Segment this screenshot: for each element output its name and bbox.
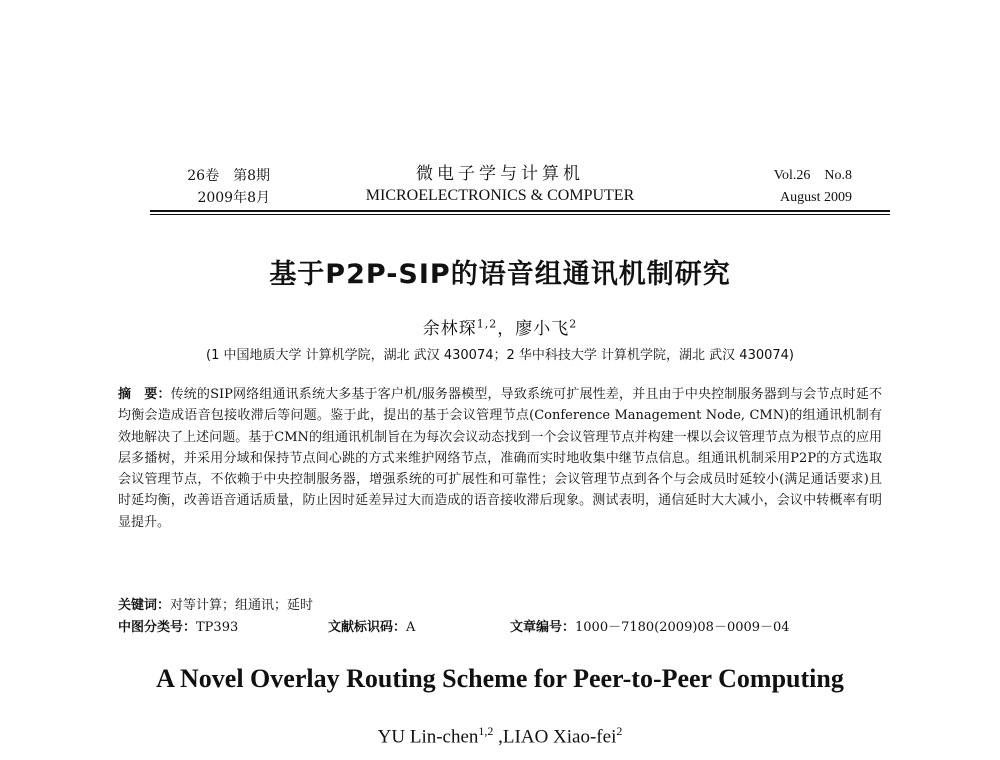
article-number-value: 1000－7180(2009)08－0009－04 [575, 620, 790, 635]
author1-en: YU Lin-chen [377, 726, 479, 748]
journal-name-en: MICROELECTRONICS & COMPUTER [365, 187, 635, 204]
issue-date-cn: 2009年8月 [197, 190, 270, 206]
document-code [328, 616, 510, 635]
author2-en-affil: 2 [616, 724, 623, 738]
author1-cn: 余林琛 [422, 319, 477, 339]
header-rule-thick [150, 210, 890, 212]
clc-number [118, 616, 328, 635]
classification-line [118, 616, 882, 635]
doc-code-label: 文献标识码： [328, 620, 407, 635]
issue-date-en: August 2009 [780, 190, 852, 205]
vol-no-en: Vol.26 No.8 [773, 168, 852, 183]
volume-issue: 26卷 第8期 [187, 168, 270, 184]
article-number-label: 文章编号： [510, 620, 576, 635]
author2-cn: 廖小飞 [515, 319, 570, 339]
abstract-text: 传统的SIP网络组通讯系统大多基于客户机/服务器模型，导致系统可扩展性差，并且由于中央控制服务器到与会节点时延不均衡会造成语音包接收滞后等问题。鉴于此，提出的基于会议管理节点(Conference Management Node, CMN)的组通讯机制有效地解决了上述问题。基于CMN的组通讯机制旨在为每次会议动态找到一个会议管理节点并构建一棵以会议管理节点为根节点的应用层多播树，并采用分域和保持节点间心跳的方式来维护网络节点，准确而实时地收集中继节点信息。组通讯机制采用P2P的方式选取会议管理节点，不依赖于中央控制服务器，增强系统的可扩展性和可靠性；会议管理节点到各个与会成员时延较小(满足通话要求)且时延均衡，改善语音通话质量，防止因时延差异过大而造成的语音接收滞后现象。测试表明，通信延时大大减小，会议中转概率有明显提升。 [118, 387, 882, 530]
keywords [118, 594, 313, 613]
journal-volume-en [774, 165, 852, 209]
author2-cn-affil: 2 [569, 317, 578, 331]
author1-cn-affil: 1,2 [476, 317, 498, 331]
clc-label: 中图分类号： [118, 620, 197, 635]
keywords-text: 对等计算；组通讯；延时 [170, 598, 314, 613]
author2-en: LIAO Xiao-fei [502, 726, 617, 748]
authors-cn [0, 314, 1000, 339]
abstract-label: 摘 要： [118, 387, 171, 402]
authors-en [0, 724, 1000, 748]
author1-en-affil: 1,2 [478, 724, 494, 738]
journal-name-cn: 微电子学与计算机 [416, 164, 584, 184]
paper-title-cn: 基于P2P-SIP的语音组通讯机制研究 [269, 259, 731, 290]
header-rule-thin [150, 214, 890, 215]
doc-code-value: A [406, 620, 416, 635]
keywords-label: 关键词： [118, 598, 171, 613]
clc-value: TP393 [196, 620, 239, 635]
author-separator-en: , [493, 726, 503, 748]
article-number [510, 616, 790, 635]
author-separator-cn: ， [497, 319, 516, 339]
paper-title-en: A Novel Overlay Routing Scheme for Peer-to-Peer Computing [156, 664, 844, 693]
abstract [118, 384, 882, 533]
affiliation-cn: (1 中国地质大学 计算机学院，湖北 武汉 430074；2 华中科技大学 计算机学院，湖北 武汉 430074) [206, 348, 794, 363]
